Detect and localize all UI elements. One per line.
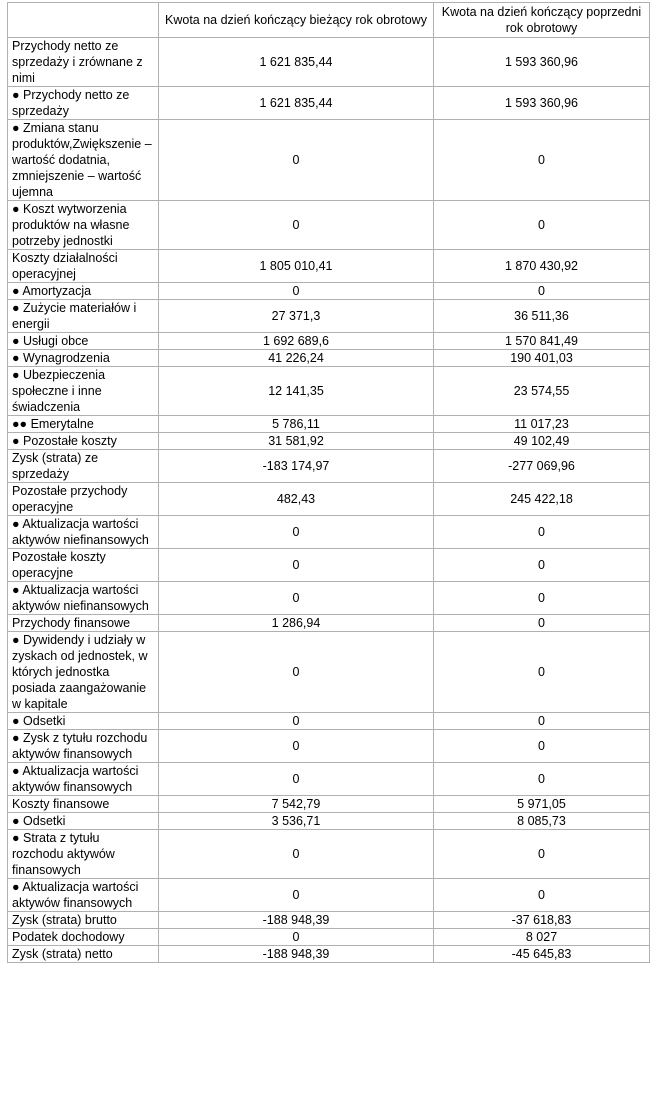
row-label: Zysk (strata) brutto [8,912,159,929]
row-label: Przychody netto ze sprzedaży i zrównane z nimi [8,38,159,87]
previous-year-value: 0 [434,283,650,300]
previous-year-value: 8 085,73 [434,813,650,830]
table-row [8,830,650,879]
previous-year-value: 36 511,36 [434,300,650,333]
row-label: ● Aktualizacja wartości aktywów finansowych [8,879,159,912]
table-row [8,549,650,582]
row-label: ● Pozostałe koszty [8,433,159,450]
table-row [8,300,650,333]
current-year-value: -183 174,97 [159,450,434,483]
previous-year-value: 8 027 [434,929,650,946]
row-label: ● Odsetki [8,813,159,830]
row-label: ● Amortyzacja [8,283,159,300]
current-year-value: 0 [159,879,434,912]
header-label-cell [8,3,159,38]
row-label: ● Strata z tytułu rozchodu aktywów finansowych [8,830,159,879]
table-row [8,796,650,813]
current-year-value: 0 [159,632,434,713]
table-row [8,38,650,87]
previous-year-value: -45 645,83 [434,946,650,963]
current-year-value: 0 [159,582,434,615]
previous-year-value: 0 [434,516,650,549]
current-year-value: 0 [159,929,434,946]
current-year-value: 0 [159,283,434,300]
header-previous-year: Kwota na dzień kończący poprzedni rok obrotowy [434,3,650,38]
row-label: Pozostałe przychody operacyjne [8,483,159,516]
income-statement-table [7,2,650,963]
table-row [8,283,650,300]
table-row [8,87,650,120]
current-year-value: 7 542,79 [159,796,434,813]
row-label: Koszty finansowe [8,796,159,813]
previous-year-value: 1 593 360,96 [434,38,650,87]
table-row [8,946,650,963]
current-year-value: 12 141,35 [159,367,434,416]
current-year-value: 0 [159,120,434,201]
table-row [8,813,650,830]
table-row [8,201,650,250]
row-label: Pozostałe koszty operacyjne [8,549,159,582]
header-row [8,3,650,38]
row-label: ● Aktualizacja wartości aktywów niefinansowych [8,516,159,549]
table-row [8,615,650,632]
table-row [8,333,650,350]
current-year-value: 0 [159,830,434,879]
current-year-value: 31 581,92 [159,433,434,450]
previous-year-value: 1 570 841,49 [434,333,650,350]
previous-year-value: 11 017,23 [434,416,650,433]
current-year-value: 1 805 010,41 [159,250,434,283]
row-label: ● Zmiana stanu produktów,Zwiększenie – wartość dodatnia, zmniejszenie – wartość ujemna [8,120,159,201]
current-year-value: 41 226,24 [159,350,434,367]
row-label: Zysk (strata) ze sprzedaży [8,450,159,483]
row-label: ●● Emerytalne [8,416,159,433]
previous-year-value: 23 574,55 [434,367,650,416]
table-row [8,450,650,483]
row-label: Podatek dochodowy [8,929,159,946]
row-label: ● Aktualizacja wartości aktywów finansowych [8,763,159,796]
table-row [8,516,650,549]
table-row [8,582,650,615]
header-current-year: Kwota na dzień kończący bieżący rok obrotowy [159,3,434,38]
previous-year-value: 0 [434,582,650,615]
table-row [8,763,650,796]
current-year-value: 0 [159,713,434,730]
current-year-value: 5 786,11 [159,416,434,433]
current-year-value: 0 [159,549,434,582]
table-row [8,713,650,730]
current-year-value: 1 692 689,6 [159,333,434,350]
previous-year-value: 1 593 360,96 [434,87,650,120]
table-row [8,433,650,450]
current-year-value: -188 948,39 [159,912,434,929]
row-label: ● Zysk z tytułu rozchodu aktywów finansowych [8,730,159,763]
table-row [8,120,650,201]
row-label: ● Ubezpieczenia społeczne i inne świadczenia [8,367,159,416]
previous-year-value: -37 618,83 [434,912,650,929]
current-year-value: 0 [159,201,434,250]
previous-year-value: 49 102,49 [434,433,650,450]
table-row [8,929,650,946]
row-label: Koszty działalności operacyjnej [8,250,159,283]
previous-year-value: 0 [434,763,650,796]
current-year-value: 0 [159,516,434,549]
table-row [8,730,650,763]
previous-year-value: 0 [434,201,650,250]
previous-year-value: 1 870 430,92 [434,250,650,283]
row-label: ● Wynagrodzenia [8,350,159,367]
current-year-value: 1 621 835,44 [159,38,434,87]
table-row [8,483,650,516]
current-year-value: 1 621 835,44 [159,87,434,120]
table-row [8,350,650,367]
previous-year-value: 245 422,18 [434,483,650,516]
table-row [8,912,650,929]
row-label: ● Dywidendy i udziały w zyskach od jednostek, w których jednostka posiada zaangażowanie w kapitale [8,632,159,713]
table-row [8,416,650,433]
row-label: ● Przychody netto ze sprzedaży [8,87,159,120]
previous-year-value: 190 401,03 [434,350,650,367]
table-row [8,250,650,283]
current-year-value: 27 371,3 [159,300,434,333]
current-year-value: 482,43 [159,483,434,516]
row-label: Przychody finansowe [8,615,159,632]
previous-year-value: 0 [434,615,650,632]
previous-year-value: 0 [434,713,650,730]
table-row [8,367,650,416]
previous-year-value: -277 069,96 [434,450,650,483]
current-year-value: 3 536,71 [159,813,434,830]
table-body [8,38,650,963]
row-label: ● Usługi obce [8,333,159,350]
current-year-value: 0 [159,763,434,796]
row-label: ● Aktualizacja wartości aktywów niefinansowych [8,582,159,615]
table-row [8,632,650,713]
table-row [8,879,650,912]
row-label: ● Koszt wytworzenia produktów na własne potrzeby jednostki [8,201,159,250]
previous-year-value: 0 [434,632,650,713]
current-year-value: 0 [159,730,434,763]
previous-year-value: 0 [434,120,650,201]
row-label: Zysk (strata) netto [8,946,159,963]
current-year-value: -188 948,39 [159,946,434,963]
previous-year-value: 0 [434,730,650,763]
row-label: ● Zużycie materiałów i energii [8,300,159,333]
previous-year-value: 0 [434,549,650,582]
previous-year-value: 5 971,05 [434,796,650,813]
current-year-value: 1 286,94 [159,615,434,632]
previous-year-value: 0 [434,830,650,879]
previous-year-value: 0 [434,879,650,912]
row-label: ● Odsetki [8,713,159,730]
